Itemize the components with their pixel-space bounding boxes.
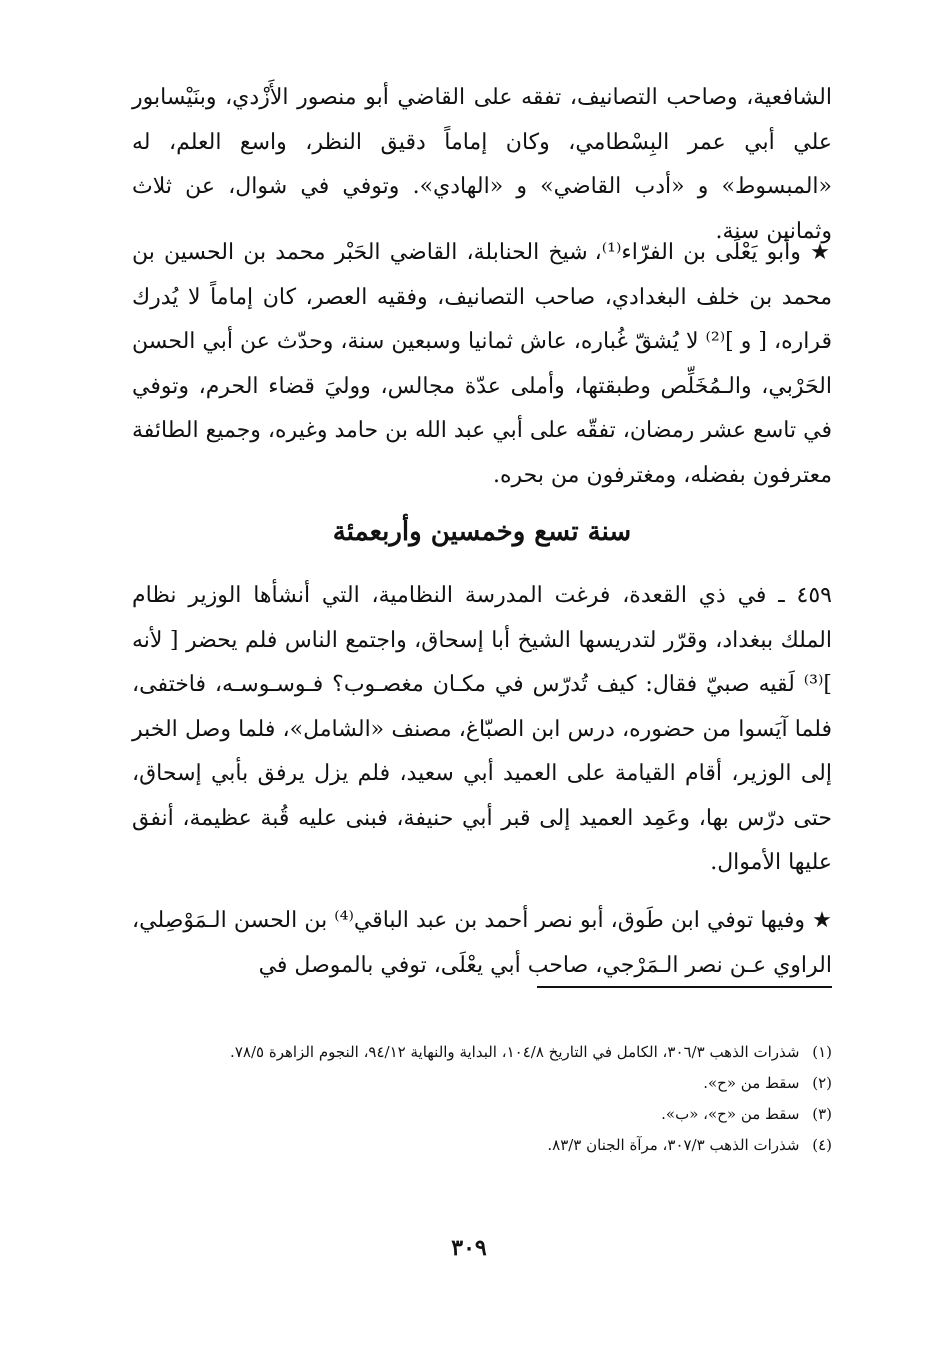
footnote-text: شذرات الذهب ٣٠٧/٣، مرآة الجنان ٨٣/٣. [547, 1136, 800, 1154]
footnote-text: سقط من «ح». [703, 1074, 800, 1092]
footnote [132, 1100, 832, 1128]
footnotes [132, 1038, 832, 1162]
paragraph-continuation: الشافعية، وصاحب التصانيف، تفقه على القاضي أبو منصور الأَزْدي، وبنَيْسابور علي أبي عمر البِسْطامي، وكان إماماً دقيق النظر، واسع العلم، له «المبسوط» و «أدب القاضي» و «الهادي». وتوفي في شوال، عن ثلاث وثمانين سنة. [132, 85, 832, 244]
paragraph-year-459: ٤٥٩ ـ في ذي القعدة، فرغت المدرسة النظامية، التي أنشأها الوزير نظام الملك ببغداد، وقرّر لتدريسها الشيخ أبا إسحاق، واجتمع الناس فلم يحضر [ لأنه ]⁽³⁾ لَقيه صبيّ فقال: كيف تُدرّس في مكـان مغصـوب؟ فـوسـوسـه، فاختفى، فلما آيَسوا من حضوره، درس ابن الصبّاغ، مصنف «الشامل»، فلما وصل الخبر إلى الوزير، أقام القيامة على العميد أبي سعيد، فلم يزل يرفق بأبي إسحاق، حتى درّس بها، وعَمِد العميد إلى قبر أبي حنيفة، فبنى عليه قُبة عظيمة، أنفق عليها الأموال. [132, 583, 832, 875]
page-number: ٣٠٩ [451, 1235, 487, 1261]
footnote-number: (١) [812, 1043, 832, 1061]
section-heading: سنة تسع وخمسين وأربعمئة [332, 517, 632, 547]
footnote-number: (٤) [812, 1136, 832, 1154]
footnote [132, 1069, 832, 1097]
footnote [132, 1038, 832, 1066]
footnote-number: (٣) [812, 1105, 832, 1123]
paragraph-ibn-tawq: ★ وفيها توفي ابن طَوق، أبو نصر أحمد بن عبد الباقي⁽⁴⁾ بن الحسن الـمَوْصِلي، الراوي عـن نصر الـمَرْجي، صاحب أبي يعْلَى، توفي بالموصل في [132, 908, 832, 978]
footnote-divider [537, 986, 832, 988]
footnote-number: (٢) [812, 1074, 832, 1092]
footnote-text: سقط من «ح»، «ب». [661, 1105, 800, 1123]
footnote [132, 1131, 832, 1159]
footnote-text: شذرات الذهب ٣٠٦/٣، الكامل في التاريخ ١٠٤/٨، البداية والنهاية ٩٤/١٢، النجوم الزاهرة ٧٨/٥. [230, 1043, 800, 1061]
paragraph-abu-yala: ★ وأبو يَعْلَى بن الفرّاء⁽¹⁾، شيخ الحنابلة، القاضي الحَبْر محمد بن الحسين بن محمد بن خلف البغدادي، صاحب التصانيف، وفقيه العصر، كان إماماً لا يُدرك قراره، [ و ]⁽²⁾ لا يُشقّ غُباره، عاش ثمانيا وسبعين سنة، وحدّث عن أبي الحسن الحَرْبي، والـمُخَلِّص وطبقتها، وأملى عدّة مجالس، ووليَ قضاء الحرم، وتوفي في تاسع عشر رمضان، تفقّه على أبي عبد الله بن حامد وغيره، وجميع الطائفة معترفون بفضله، ومغترفون من بحره. [132, 240, 832, 488]
